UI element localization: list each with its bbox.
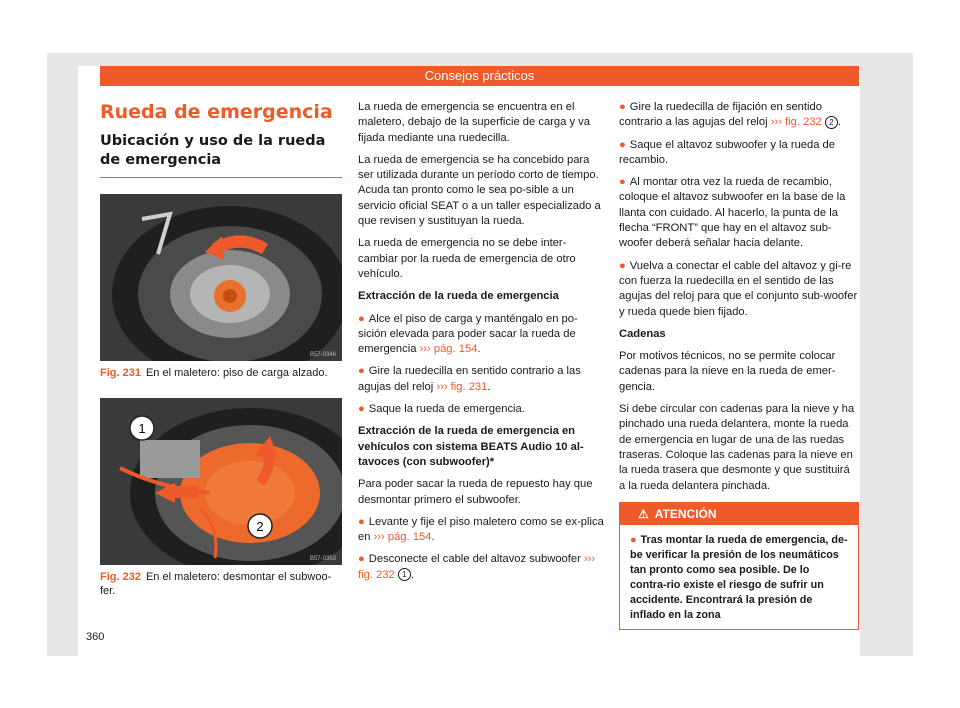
figure-231-image [100,194,342,361]
list-item: ● Saque la rueda de emergencia. [358,403,525,416]
warning-header [620,503,858,525]
left-column [100,100,342,598]
figure-232-caption-text: En el maletero: desmontar el subwoo-fer. [100,571,332,597]
page-reference-link[interactable]: ››› pág. 154 [419,343,478,356]
bullet-icon: ● [619,101,626,113]
list-item: ● Al montar otra vez la rueda de recambio, coloque el altavoz subwoofer en la base de la llanta con cuidado. Al hacerlo, la punta de la flecha “FRONT” que hay en el altavoz sub-woofer deberá señalar hacia delante. [619,176,846,250]
section-header: Consejos prácticos [100,66,859,86]
figure-231-code: B57-0346 [309,352,336,358]
figure-232-label: Fig. 232 [100,571,141,583]
bullet-icon: ● [619,138,626,151]
bullet-icon: ● [619,259,626,272]
paragraph: La rueda de emergencia no se debe inter-cambiar por la rueda de emergencia de otro vehículo. [358,237,576,280]
right-column [619,100,859,630]
subheading-extraction: Extracción de la rueda de emergencia [358,290,559,303]
paragraph: La rueda de emergencia se encuentra en el maletero, debajo de la superficie de carga y va fijada mediante una ruedecilla. [358,101,590,144]
warning-box [619,502,859,630]
page-reference-link[interactable]: ››› pág. 154 [373,531,432,544]
section-title: Rueda de emergencia [100,101,333,123]
bullet-icon: ● [358,403,365,416]
figure-232-image [100,398,342,565]
bullet-icon: ● [630,533,637,546]
figure-231-caption-text: En el maletero: piso de carga alzado. [145,367,328,379]
figure-232-marker-1: 1 [138,421,146,436]
figure-231-label: Fig. 231 [100,367,141,379]
section-subtitle: Ubicación y uso de la rueda de emergencia [100,133,326,168]
callout-number: 1 [398,568,411,581]
list-item: ● Gire la ruedecilla de fijación en sentido contrario a las agujas del reloj ››› fig. 232 2 . [619,101,841,129]
warning-text: Tras montar la rueda de emergencia, de-be verificar la presión de los neumáticos tan pronto como sea posible. De lo contra-rio existe el riesgo de sufrir un accidente. Encontrará la presión de inflado en la zona [630,533,848,621]
bullet-icon: ● [358,312,365,325]
figure-reference-link[interactable]: ››› fig. 232 [358,553,596,581]
page-number: 360 [86,631,105,643]
bullet-icon: ● [358,553,365,566]
figure-reference-link[interactable]: ››› fig. 231 [436,380,488,393]
figure-231-caption [100,366,342,380]
subheading-chains: Cadenas [619,327,666,340]
callout-number: 2 [825,116,838,129]
paragraph: Para poder sacar la rueda de repuesto hay que desmontar primero el subwoofer. [358,478,593,506]
paragraph: Por motivos técnicos, no se permite colocar cadenas para la nieve en la rueda de emer-gencia. [619,350,836,393]
figure-232-caption [100,570,342,598]
bullet-icon: ● [358,365,365,378]
paragraph: Si debe circular con cadenas para la nieve y ha pinchado una rueda delantera, monte la rueda de emergencia en lugar de una de las ruedas traseras. Coloque las cadenas para la nieve en la rueda trasera que desmonte y que sustituirá a la rueda delantera pinchada. [619,403,855,492]
bullet-icon: ● [619,176,626,189]
paragraph: La rueda de emergencia se ha concebido para ser utilizada durante un período corto de tiempo. Acuda tan pronto como le sea po-sible a un servicio oficial SEAT o a un taller especializado a que revisen y sustituyan la rueda. [358,153,601,228]
list-item: ● Gire la ruedecilla en sentido contrario a las agujas del reloj ››› fig. 231. [358,365,581,393]
list-item: ● Desconecte el cable del altavoz subwoofer ››› fig. 232 1 . [358,553,596,581]
list-item: ● Saque el altavoz subwoofer y la rueda de recambio. [619,138,836,166]
bullet-icon: ● [358,515,365,528]
figure-232-marker-2: 2 [256,519,264,534]
warning-body [620,525,858,629]
list-item: ● Vuelva a conectar el cable del altavoz y gi-re con fuerza la ruedecilla en el sentido de las agujas del reloj para que el conjunto sub-woofer y rueda quede bien fijado. [619,259,858,318]
list-item: ● Alce el piso de carga y manténgalo en po-sición elevada para poder sacar la rueda de emergencia ››› pág. 154. [358,312,578,356]
subheading-beats: Extracción de la rueda de emergencia en vehículos con sistema BEATS Audio 10 al-tavoces (con subwoofer)* [358,425,584,468]
warning-icon: ⚠ [638,506,649,521]
figure-232-code: B57-0353 [309,556,336,562]
warning-title: ATENCIÓN [654,506,717,521]
figure-reference-link[interactable]: ››› fig. 232 [770,116,822,129]
list-item: ● Levante y fije el piso maletero como se ex-plica en ››› pág. 154. [358,515,604,544]
middle-column [358,100,604,590]
title-rule [100,177,342,178]
